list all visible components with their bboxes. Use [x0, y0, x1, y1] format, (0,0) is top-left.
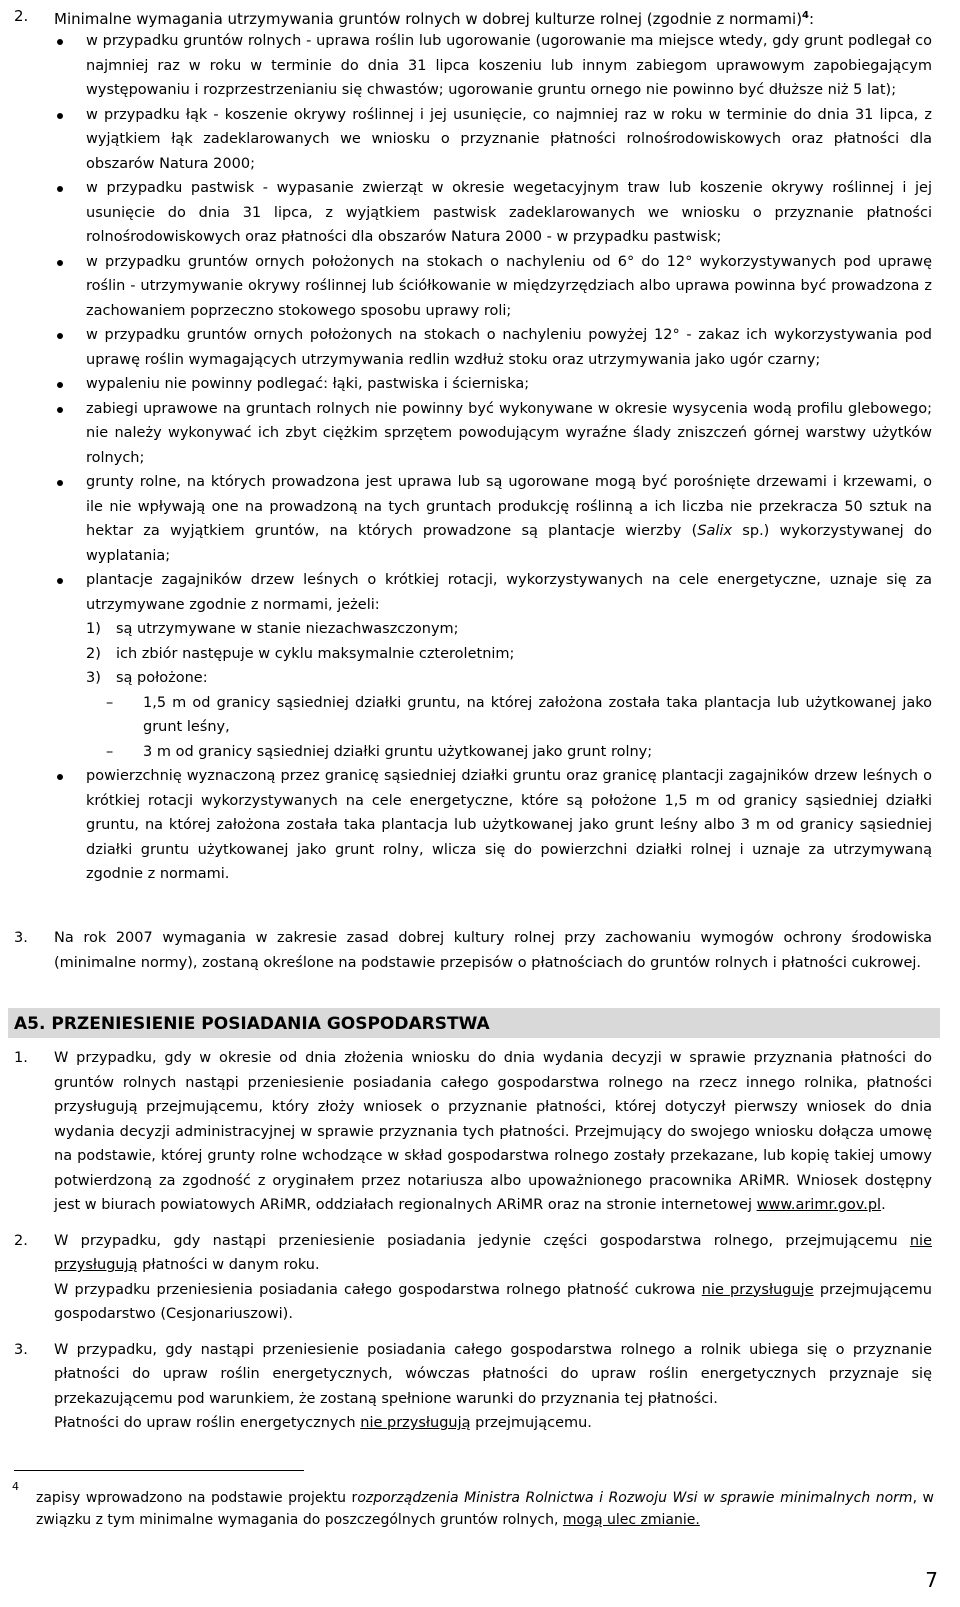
bullet-icon — [57, 186, 63, 192]
list-item: w przypadku gruntów rolnych - uprawa roślin lub ugorowanie (ugorowanie ma miejsce wtedy, gdy grunt podlegał co najmniej raz w roku w terminie do dnia 31 lipca koszeniu lub innym zabiegom uprawowym zapobiegającym występowaniu i rozprzestrzenianiu się chwastów; ugorowanie gruntu ornego nie powinno być dłuższe niż 5 lat); — [49, 29, 932, 103]
footnote-separator — [14, 1470, 304, 1471]
a5-paragraph-3: 3. W przypadku, gdy nastąpi przeniesienie posiadania całego gospodarstwa rolnego a rolnik ubiega się o przyznanie płatności do upraw roślin energetycznych, wówczas płatności do upraw roślin energetycznych przyznaje się przekazującemu pod warunkiem, że zostaną spełnione warunki do przyznania tej płatności. — [14, 1341, 932, 1407]
condition-item: 3) są położone: — [86, 670, 208, 686]
section-3-text: Na rok 2007 wymagania w zakresie zasad dobrej kultury rolnej przy zachowaniu wymogów ochrony środowiska (minimalne normy), zostaną określone na podstawie przepisów o płatnościach do gruntów rolnych i płatności cukrowej. — [54, 930, 932, 971]
section-2 — [14, 4, 936, 32]
bullet-icon — [57, 578, 63, 584]
bullet-icon — [57, 113, 63, 119]
list-item: w przypadku gruntów ornych położonych na stokach o nachyleniu powyżej 12° - zakaz ich wykorzystywania pod uprawę roślin wymagających utrzymywania redlin wzdłuż stoku oraz utrzymywania jako ugór czarny; — [49, 323, 932, 372]
condition-item: 1) są utrzymywane w stanie niezachwaszczonym; — [86, 621, 459, 637]
dash-icon: – — [106, 743, 114, 760]
section-2-number: 2. — [14, 7, 29, 25]
bullet-icon — [57, 39, 63, 45]
section-3 — [14, 926, 932, 975]
plantation-conditions — [49, 617, 932, 764]
bullet-icon — [57, 407, 63, 413]
section-2-heading: 2. Minimalne wymagania utrzymywania gruntów rolnych w dobrej kulturze rolnej (zgodnie z normami)$^4$: — [14, 4, 936, 32]
footnote-mark: 4 — [12, 1480, 19, 1493]
footnote-ref: 4 — [802, 10, 810, 21]
distance-item: – 1,5 m od granicy sąsiedniej działki gruntu, na której założona została taka plantacja lub użytkowanej jako grunt leśny, — [106, 691, 932, 740]
arimr-link[interactable]: www.arimr.gov.pl — [756, 1197, 882, 1213]
list-item: w przypadku pastwisk - wypasanie zwierząt w okresie wegetacyjnym traw lub koszenie okrywy roślinnej i jej usunięcie do dnia 31 lipca, z wyjątkiem pastwisk zadeklarowanych we wniosku o przyznanie płatności rolnośrodowiskowych oraz płatności dla obszarów Natura 2000 - w przypadku pastwisk; — [49, 176, 932, 250]
list-item: wypaleniu nie powinny podlegać: łąki, pastwiska i ścierniska; — [49, 372, 932, 397]
bullet-icon — [57, 480, 63, 486]
list-item: zabiegi uprawowe na gruntach rolnych nie powinny być wykonywane w okresie wysycenia wodą profilu glebowego; nie należy wykonywać ich zbyt ciężkim sprzętem powodującym wyraźne ślady zniszczeń górnej warstwy użytków rolnych; — [49, 397, 932, 471]
footnote-text: zapisy wprowadzono na podstawie projektu rozporządzenia Ministra Rolnictwa i Rozwoju Wsi w sprawie minimalnych norm, w związku z tym minimalne wymagania do poszczególnych gruntów rolnych, mogą ulec zmianie. — [36, 1490, 935, 1528]
bullet-icon — [57, 774, 63, 780]
section-a5-title: A5. PRZENIESIENIE POSIADANIA GOSPODARSTWA — [14, 1014, 490, 1034]
list-item: w przypadku łąk - koszenie okrywy roślinnej i jej usunięcie, co najmniej raz w roku w terminie do dnia 31 lipca, z wyjątkiem łąk zadeklarowanych we wniosku o przyznanie płatności rolnośrodowiskowych oraz płatności dla obszarów Natura 2000; — [49, 103, 932, 177]
list-item: powierzchnię wyznaczoną przez granicę sąsiedniej działki gruntu oraz granicę plantacji zagajników drzew leśnych o krótkiej rotacji wykorzystywanych na cele energetyczne, które są położone 1,5 m od granicy sąsiedniej działki gruntu, na której założona została taka plantacja lub użytkowanej jako grunt leśny albo 3 m od granicy sąsiedniej działki gruntu użytkowanej jako grunt rolny, wlicza się do powierzchni działki rolnej i uznaje za utrzymywaną zgodnie z normami. — [49, 764, 932, 887]
condition-item: 2) ich zbiór następuje w cyklu maksymalnie czteroletnim; — [86, 645, 515, 662]
list-item: w przypadku gruntów ornych położonych na stokach o nachyleniu od 6° do 12° wykorzystywanych pod uprawę roślin - utrzymywanie okrywy roślinnej lub ściółkowanie w międzyrzędziach albo uprawa powinna być prowadzona z zachowaniem poprzeczno stokowego sposobu uprawy roli; — [49, 250, 932, 324]
page-number: 7 — [925, 1568, 938, 1592]
a5-paragraph-1: 1. W przypadku, gdy w okresie od dnia złożenia wniosku do dnia wydania decyzji w sprawie przyznania płatności do gruntów rolnych nastąpi przeniesienie posiadania całego gospodarstwa rolnego na rzecz innego rolnika, płatności przysługują przejmującemu, który złoży wniosek o przyznanie płatności, której dotyczył pierwszy wniosek do dnia wydania decyzji administracyjnej w sprawie przyznania tych płatności. Przejmujący do swojego wniosku dołącza umowę na podstawie, której grunty rolne wchodzące w skład gospodarstwa rolnego zostały przekazane, lub kopię takiej umowy potwierdzoną za zgodność z oryginałem przez notariusza albo upoważnionego pracownika ARiMR. Wniosek dostępny jest w biurach powiatowych ARiMR, oddziałach regionalnych ARiMR oraz na stronie internetowej www.arimr.gov.pl. — [14, 1050, 932, 1213]
dash-icon: – — [106, 694, 114, 711]
a5-paragraph-2: 2. W przypadku, gdy nastąpi przeniesienie posiadania jedynie części gospodarstwa rolnego, przejmującemu nie przysługują płatności w danym roku. — [14, 1232, 932, 1273]
list-item: plantacje zagajników drzew leśnych o krótkiej rotacji, wykorzystywanych na cele energetyczne, uznaje się za utrzymywane zgodnie z normami, jeżeli: — [49, 568, 932, 617]
section-a5-body — [14, 1046, 932, 1436]
section-3-number: 3. — [14, 930, 28, 946]
bullet-icon — [57, 260, 63, 266]
bullet-icon — [57, 382, 63, 388]
a5-paragraph-2b: W przypadku przeniesienia posiadania całego gospodarstwa rolnego płatność cukrowa nie przysługuje przejmującemu gospodarstwo (Cesjonariuszowi). — [54, 1281, 932, 1322]
distance-list — [86, 691, 932, 765]
requirements-list — [49, 29, 932, 887]
list-item: grunty rolne, na których prowadzona jest uprawa lub są ugorowane mogą być porośnięte drzewami i krzewami, o ile nie wpływają one na prowadzoną na tych gruntach produkcję roślinną a ich liczba nie przekracza 50 sztuk na hektar za wyjątkiem gruntów, na których prowadzone są plantacje wierzby (Salix sp.) wykorzystywanej do wyplatania; — [49, 470, 932, 568]
a5-paragraph-3b: Płatności do upraw roślin energetycznych nie przysługują przejmującemu. — [54, 1415, 592, 1431]
bullet-icon — [57, 333, 63, 339]
distance-item: – 3 m od granicy sąsiedniej działki gruntu użytkowanej jako grunt rolny; — [106, 740, 932, 765]
